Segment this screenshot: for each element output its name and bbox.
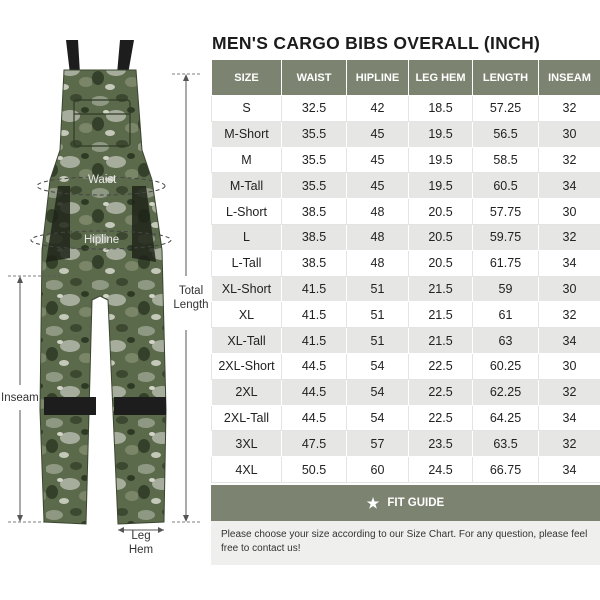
table-cell-length: 60.5: [473, 173, 539, 199]
table-cell-hipline: 51: [347, 276, 409, 302]
table-cell-inseam: 32: [539, 224, 600, 250]
table-cell-size: 4XL: [212, 457, 282, 483]
table-row: [212, 173, 600, 199]
inseam-label: Inseam: [1, 392, 39, 404]
table-cell-leg-hem: 20.5: [409, 250, 473, 276]
table-body: [212, 96, 600, 483]
table-cell-waist: 35.5: [282, 147, 347, 173]
table-cell-size: L-Tall: [212, 250, 282, 276]
product-illustration: [0, 0, 210, 600]
table-row: [212, 121, 600, 147]
table-cell-size: XL-Short: [212, 276, 282, 302]
table-cell-length: 63.5: [473, 431, 539, 457]
table-cell-size: L: [212, 224, 282, 250]
table-cell-size: 2XL: [212, 379, 282, 405]
table-cell-hipline: 42: [347, 96, 409, 122]
table-cell-inseam: 34: [539, 173, 600, 199]
leg-hem-label-line2: Hem: [128, 544, 154, 557]
table-cell-leg-hem: 21.5: [409, 328, 473, 354]
column-header-hipline: HIPLINE: [347, 60, 409, 96]
table-cell-length: 66.75: [473, 457, 539, 483]
table-cell-hipline: 48: [347, 250, 409, 276]
table-header-row: [212, 60, 600, 96]
table-cell-waist: 38.5: [282, 224, 347, 250]
table-cell-size: XL: [212, 302, 282, 328]
table-cell-length: 56.5: [473, 121, 539, 147]
fit-guide-note: Please choose your size according to our Size Chart. For any question, please feel free to contact us!: [211, 521, 600, 565]
table-cell-length: 59.75: [473, 224, 539, 250]
table-cell-inseam: 30: [539, 121, 600, 147]
table-cell-leg-hem: 20.5: [409, 224, 473, 250]
table-cell-leg-hem: 24.5: [409, 457, 473, 483]
table-cell-hipline: 54: [347, 353, 409, 379]
left-knee-band: [44, 397, 96, 415]
table-cell-length: 63: [473, 328, 539, 354]
table-cell-waist: 32.5: [282, 96, 347, 122]
column-header-leg-hem: LEG HEM: [409, 60, 473, 96]
column-header-inseam: INSEAM: [539, 60, 600, 96]
table-cell-size: 2XL-Tall: [212, 405, 282, 431]
table-cell-leg-hem: 20.5: [409, 199, 473, 225]
table-cell-leg-hem: 22.5: [409, 379, 473, 405]
table-cell-leg-hem: 23.5: [409, 431, 473, 457]
table-cell-inseam: 32: [539, 96, 600, 122]
table-cell-size: L-Short: [212, 199, 282, 225]
right-knee-band: [114, 397, 166, 415]
total-length-label: [172, 284, 210, 313]
table-cell-hipline: 45: [347, 173, 409, 199]
table-cell-size: M-Tall: [212, 173, 282, 199]
table-cell-waist: 38.5: [282, 199, 347, 225]
table-cell-hipline: 51: [347, 302, 409, 328]
table-cell-waist: 47.5: [282, 431, 347, 457]
table-row: [212, 353, 600, 379]
table-cell-hipline: 45: [347, 147, 409, 173]
table-cell-waist: 50.5: [282, 457, 347, 483]
table-cell-hipline: 48: [347, 199, 409, 225]
table-cell-hipline: 60: [347, 457, 409, 483]
table-cell-waist: 35.5: [282, 121, 347, 147]
hipline-label: Hipline: [84, 234, 120, 246]
table-cell-size: 3XL: [212, 431, 282, 457]
table-row: [212, 199, 600, 225]
table-row: [212, 147, 600, 173]
table-cell-hipline: 57: [347, 431, 409, 457]
table-cell-length: 61: [473, 302, 539, 328]
table-cell-leg-hem: 21.5: [409, 276, 473, 302]
table-cell-inseam: 30: [539, 353, 600, 379]
leg-hem-label-line1: Leg: [131, 530, 151, 542]
table-cell-inseam: 32: [539, 147, 600, 173]
table-row: [212, 431, 600, 457]
table-cell-inseam: 32: [539, 379, 600, 405]
table-row: [212, 405, 600, 431]
table-row: [212, 276, 600, 302]
table-cell-inseam: 30: [539, 199, 600, 225]
table-cell-waist: 44.5: [282, 405, 347, 431]
total-length-label-line2: Length: [173, 299, 209, 312]
total-length-label-line1: Total: [178, 285, 204, 297]
table-cell-length: 57.25: [473, 96, 539, 122]
table-cell-size: 2XL-Short: [212, 353, 282, 379]
waist-label: Waist: [88, 174, 117, 186]
table-cell-length: 60.25: [473, 353, 539, 379]
table-row: [212, 224, 600, 250]
table-row: [212, 250, 600, 276]
table-cell-size: XL-Tall: [212, 328, 282, 354]
table-cell-waist: 44.5: [282, 379, 347, 405]
table-cell-leg-hem: 18.5: [409, 96, 473, 122]
fit-guide-label: FIT GUIDE: [387, 497, 445, 509]
table-cell-inseam: 30: [539, 276, 600, 302]
table-cell-length: 59: [473, 276, 539, 302]
table-row: [212, 96, 600, 122]
table-cell-inseam: 34: [539, 328, 600, 354]
table-cell-length: 58.5: [473, 147, 539, 173]
fit-guide-bar: [211, 485, 600, 521]
table-cell-leg-hem: 22.5: [409, 353, 473, 379]
table-cell-waist: 41.5: [282, 328, 347, 354]
chest-pocket: [74, 100, 130, 146]
table-cell-length: 57.75: [473, 199, 539, 225]
table-cell-leg-hem: 19.5: [409, 121, 473, 147]
table-cell-hipline: 51: [347, 328, 409, 354]
table-row: [212, 328, 600, 354]
table-cell-inseam: 34: [539, 457, 600, 483]
table-cell-waist: 44.5: [282, 353, 347, 379]
table-cell-waist: 38.5: [282, 250, 347, 276]
table-cell-inseam: 34: [539, 250, 600, 276]
table-cell-waist: 41.5: [282, 302, 347, 328]
table-row: [212, 457, 600, 483]
table-cell-size: M: [212, 147, 282, 173]
table-cell-inseam: 32: [539, 302, 600, 328]
size-chart-table: [211, 59, 600, 483]
table-cell-hipline: 54: [347, 379, 409, 405]
table-cell-waist: 35.5: [282, 173, 347, 199]
table-cell-length: 64.25: [473, 405, 539, 431]
table-cell-hipline: 48: [347, 224, 409, 250]
chart-title: MEN'S CARGO BIBS OVERALL (INCH): [212, 33, 541, 53]
table-cell-length: 62.25: [473, 379, 539, 405]
table-cell-leg-hem: 19.5: [409, 147, 473, 173]
table-cell-size: S: [212, 96, 282, 122]
table-cell-size: M-Short: [212, 121, 282, 147]
table-cell-inseam: 32: [539, 431, 600, 457]
table-cell-leg-hem: 21.5: [409, 302, 473, 328]
column-header-waist: WAIST: [282, 60, 347, 96]
star-icon: ★: [366, 494, 380, 511]
table-cell-length: 61.75: [473, 250, 539, 276]
table-row: [212, 379, 600, 405]
table-cell-leg-hem: 19.5: [409, 173, 473, 199]
table-cell-inseam: 34: [539, 405, 600, 431]
table-cell-hipline: 45: [347, 121, 409, 147]
left-strap: [66, 40, 80, 74]
right-strap: [117, 40, 134, 74]
table-row: [212, 302, 600, 328]
table-cell-waist: 41.5: [282, 276, 347, 302]
table-cell-leg-hem: 22.5: [409, 405, 473, 431]
table-cell-hipline: 54: [347, 405, 409, 431]
column-header-size: SIZE: [212, 60, 282, 96]
column-header-length: LENGTH: [473, 60, 539, 96]
leg-hem-label: [124, 529, 158, 558]
